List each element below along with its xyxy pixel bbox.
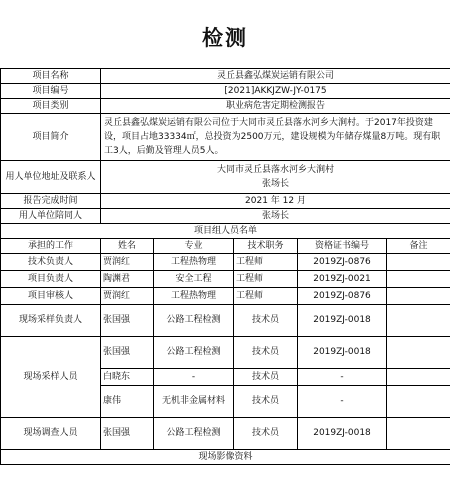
project-intro-label: 项目简介 [1, 114, 101, 161]
table-row [1, 418, 451, 450]
team-title: 工程师 [234, 288, 298, 305]
team-member-name: 陶渊君 [101, 271, 154, 288]
team-cert: 2019ZJ-0876 [298, 254, 387, 271]
project-type-row [1, 99, 451, 114]
document-title: 检测 [202, 26, 248, 50]
team-major: 无机非金属材料 [154, 386, 234, 418]
footer-row [1, 450, 451, 465]
team-cert: 2019ZJ-0018 [298, 418, 387, 450]
team-role: 项目负责人 [1, 271, 101, 288]
table-row [1, 288, 451, 305]
team-header-cert: 资格证书编号 [298, 239, 387, 254]
team-title: 技术员 [234, 369, 298, 386]
unit-address-row [1, 161, 451, 194]
team-header-title: 技术职务 [234, 239, 298, 254]
team-major: 安全工程 [154, 271, 234, 288]
project-name-label: 项目名称 [1, 69, 101, 84]
project-no-value: [2021]AKKJZW-JY-0175 [101, 84, 451, 99]
project-no-row [1, 84, 451, 99]
team-title: 技术员 [234, 386, 298, 418]
team-note [387, 305, 451, 337]
team-role: 现场调查人员 [1, 418, 101, 450]
team-major: 工程热物理 [154, 254, 234, 271]
project-type-value: 职业病危害定期检测报告 [101, 99, 451, 114]
team-cert: 2019ZJ-0018 [298, 305, 387, 337]
team-note [387, 386, 451, 418]
team-cert: 2019ZJ-0018 [298, 337, 387, 369]
team-title: 工程师 [234, 254, 298, 271]
team-cert: - [298, 369, 387, 386]
team-note [387, 337, 451, 369]
table-row [1, 254, 451, 271]
team-header-role: 承担的工作 [1, 239, 101, 254]
team-note [387, 288, 451, 305]
team-title: 技术员 [234, 337, 298, 369]
team-cert: 2019ZJ-0876 [298, 288, 387, 305]
team-member-name: 康伟 [101, 386, 154, 418]
project-name-row [1, 69, 451, 84]
team-header-row [1, 239, 451, 254]
escort-row [1, 209, 451, 224]
project-intro-value: 灵丘县鑫弘煤炭运销有限公司位于大同市灵丘县落水河乡大涧村。于2017年投资建设，项目占地33334㎡，总投资为2500万元，建设规模为年储存煤量8万吨。现有职工3人，后勤及管理人员5人。 [101, 114, 451, 161]
team-member-name: 贾润红 [101, 254, 154, 271]
project-name-value: 灵丘县鑫弘煤炭运销有限公司 [101, 69, 451, 84]
unit-address-label: 用人单位地址及联系人 [1, 161, 101, 194]
team-cert: 2019ZJ-0021 [298, 271, 387, 288]
team-member-name: 张国强 [101, 305, 154, 337]
team-role: 项目审核人 [1, 288, 101, 305]
table-row [1, 337, 451, 369]
team-note [387, 369, 451, 386]
team-note [387, 254, 451, 271]
team-major: 公路工程检测 [154, 337, 234, 369]
report-time-row [1, 194, 451, 209]
inspection-info-table [0, 68, 451, 465]
team-role: 现场采样负责人 [1, 305, 101, 337]
team-title: 工程师 [234, 271, 298, 288]
table-row [1, 271, 451, 288]
team-member-name: 贾润红 [101, 288, 154, 305]
team-note [387, 418, 451, 450]
team-header-major: 专业 [154, 239, 234, 254]
team-member-name: 张国强 [101, 418, 154, 450]
team-major: - [154, 369, 234, 386]
page-edge [450, 0, 457, 498]
team-section-row [1, 224, 451, 239]
team-major: 工程热物理 [154, 288, 234, 305]
report-time-value: 2021 年 12 月 [101, 194, 451, 209]
team-member-name: 白晓东 [101, 369, 154, 386]
team-note [387, 271, 451, 288]
team-member-name: 张国强 [101, 337, 154, 369]
team-major: 公路工程检测 [154, 305, 234, 337]
footer-title: 现场影像资料 [1, 450, 451, 465]
team-major: 公路工程检测 [154, 418, 234, 450]
team-title: 技术员 [234, 418, 298, 450]
team-role: 现场采样人员 [1, 337, 101, 418]
unit-address-value [101, 161, 451, 194]
project-intro-row [1, 114, 451, 161]
unit-contact-line: 张场长 [262, 179, 290, 189]
escort-value: 张场长 [101, 209, 451, 224]
team-cert: - [298, 386, 387, 418]
team-header-note: 备注 [387, 239, 451, 254]
project-no-label: 项目编号 [1, 84, 101, 99]
team-title: 技术员 [234, 305, 298, 337]
table-row [1, 305, 451, 337]
team-role: 技术负责人 [1, 254, 101, 271]
team-section-title: 项目组人员名单 [1, 224, 451, 239]
team-header-name: 姓名 [101, 239, 154, 254]
report-time-label: 报告完成时间 [1, 194, 101, 209]
project-type-label: 项目类别 [1, 99, 101, 114]
escort-label: 用人单位陪同人 [1, 209, 101, 224]
unit-address-line: 大同市灵丘县落水河乡大涧村 [217, 165, 335, 175]
